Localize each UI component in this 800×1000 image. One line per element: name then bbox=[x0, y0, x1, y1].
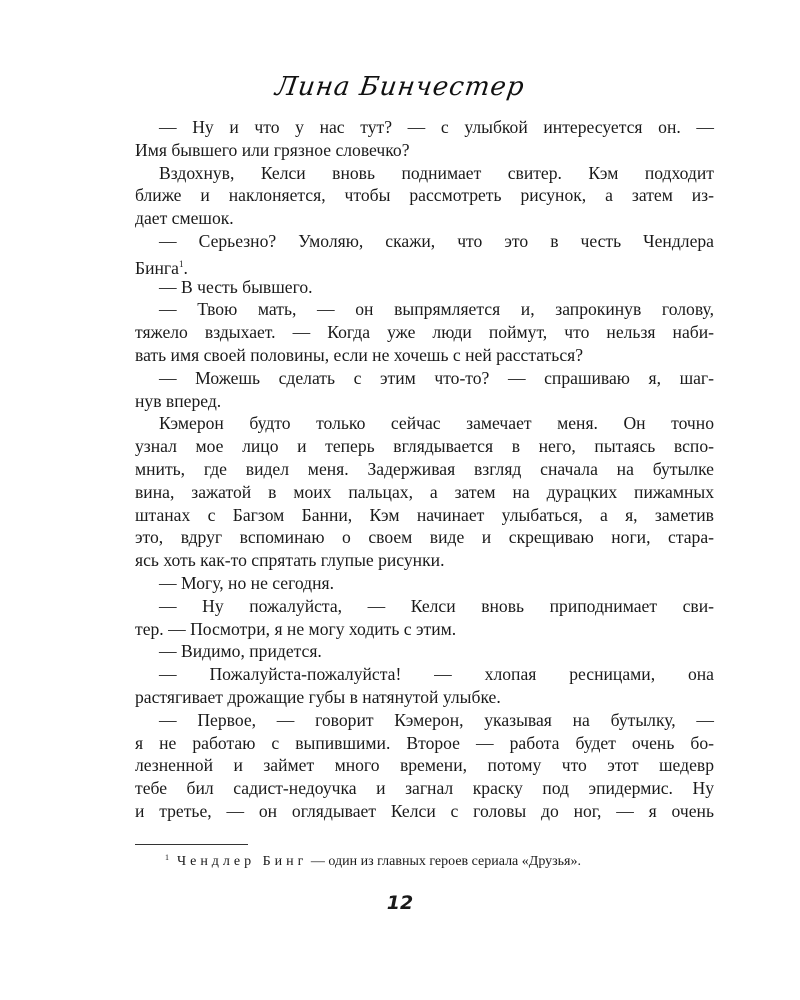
paragraph-line bbox=[135, 754, 714, 777]
paragraph-line: Бинга$^1$. bbox=[135, 257, 188, 278]
line-text: я не работаю с выпившими. Второе — работа будет очень бо- bbox=[135, 732, 714, 753]
line-text: мнить, где видел меня. Задерживая взгляд сначала на бутылке bbox=[135, 458, 714, 479]
footnote-name: Чендлер Бинг bbox=[177, 854, 308, 869]
footnote-text: — один из главных героев сериала «Друзья». bbox=[307, 854, 581, 869]
paragraph-line bbox=[135, 367, 714, 390]
footnote bbox=[165, 853, 581, 870]
line-text: растягивает дрожащие губы в натянутой улыбке. bbox=[135, 686, 501, 707]
line-text: Бинга bbox=[135, 257, 179, 278]
line-text: — Серьезно? Умоляю, скажи, что это в честь Чендлера bbox=[159, 230, 714, 251]
paragraph-line bbox=[135, 572, 714, 595]
paragraph-line bbox=[135, 230, 714, 253]
line-text: узнал мое лицо и теперь вглядывается в него, пытаясь вспо- bbox=[135, 436, 714, 457]
line-text: дает смешок. bbox=[135, 208, 234, 229]
paragraph-line bbox=[135, 139, 714, 162]
line-text: это, вдруг вспоминаю о своем виде и скрещиваю ноги, стара- bbox=[135, 527, 714, 548]
line-text: лезненной и займет много времени, потому что этот шедевр bbox=[135, 755, 714, 776]
paragraph-line bbox=[135, 640, 714, 663]
line-text: нув вперед. bbox=[135, 390, 222, 411]
paragraph-line bbox=[135, 618, 714, 641]
line-text: — Ну пожалуйста, — Келси вновь приподнимает сви- bbox=[159, 595, 714, 616]
body-text bbox=[135, 116, 714, 823]
paragraph-line bbox=[135, 686, 714, 709]
line-text: тер. — Посмотри, я не могу ходить с этим. bbox=[135, 618, 457, 639]
paragraph-line bbox=[135, 526, 714, 549]
paragraph-line bbox=[135, 162, 714, 185]
line-text: вать имя своей половины, если не хочешь с ней расстаться? bbox=[135, 344, 584, 365]
line-text: — Видимо, придется. bbox=[159, 641, 322, 662]
paragraph-line bbox=[135, 458, 714, 481]
paragraph-line bbox=[135, 663, 714, 686]
paragraph-line bbox=[135, 390, 714, 413]
paragraph-line bbox=[135, 481, 714, 504]
page-number: 12 bbox=[386, 892, 414, 914]
footnote-marker: 1 bbox=[165, 853, 169, 862]
line-text: вина, зажатой в моих пальцах, а затем на дурацких пижамных bbox=[135, 481, 714, 502]
paragraph-line bbox=[135, 595, 714, 618]
footnote-reference: 1 bbox=[178, 258, 184, 269]
line-text: Имя бывшего или грязное словечко? bbox=[135, 139, 410, 160]
line-text: — Могу, но не сегодня. bbox=[159, 572, 335, 593]
line-text: Кэмерон будто только сейчас замечает меня. Он точно bbox=[159, 413, 714, 434]
line-text: тяжело вздыхает. — Когда уже люди поймут, что нельзя наби- bbox=[135, 322, 714, 343]
line-text: — Пожалуйста-пожалуйста! — хлопая ресницами, она bbox=[159, 664, 714, 685]
line-text: — Можешь сделать с этим что-то? — спрашиваю я, шаг- bbox=[159, 367, 714, 388]
line-text: и третье, — он оглядывает Келси с головы до ног, — я очень bbox=[135, 800, 714, 821]
paragraph-line bbox=[135, 435, 714, 458]
paragraph-line bbox=[135, 549, 714, 572]
line-text: — Ну и что у нас тут? — с улыбкой интересуется он. — bbox=[159, 117, 714, 137]
paragraph-line bbox=[135, 800, 714, 823]
footnote-divider bbox=[135, 844, 248, 845]
running-header-author: Лина Бинчестер bbox=[273, 72, 527, 102]
paragraph-line bbox=[135, 116, 714, 139]
paragraph-line bbox=[135, 777, 714, 800]
paragraph-line bbox=[135, 412, 714, 435]
line-text: ближе и наклоняется, чтобы рассмотреть рисунок, а затем из- bbox=[135, 185, 714, 206]
line-text: — Первое, — говорит Кэмерон, указывая на бутылку, — bbox=[159, 709, 714, 730]
line-text: тебе бил садист-недоучка и загнал краску под эпидермис. Ну bbox=[135, 778, 714, 799]
paragraph-line bbox=[135, 504, 714, 527]
line-text: — В честь бывшего. bbox=[159, 276, 313, 297]
paragraph-line bbox=[135, 732, 714, 755]
paragraph-line bbox=[135, 709, 714, 732]
paragraph-line bbox=[135, 321, 714, 344]
line-text: — Твою мать, — он выпрямляется и, запрокинув голову, bbox=[159, 299, 714, 320]
paragraph-line bbox=[135, 207, 714, 230]
line-text: ясь хоть как-то спрятать глупые рисунки. bbox=[135, 550, 445, 571]
line-text: Вздохнув, Келси вновь поднимает свитер. Кэм подходит bbox=[159, 162, 714, 183]
paragraph-line bbox=[135, 298, 714, 321]
paragraph-line bbox=[135, 276, 714, 299]
paragraph-line bbox=[135, 344, 714, 367]
line-text: штанах с Багзом Банни, Кэм начинает улыбаться, а я, заметив bbox=[135, 504, 714, 525]
paragraph-line bbox=[135, 184, 714, 207]
